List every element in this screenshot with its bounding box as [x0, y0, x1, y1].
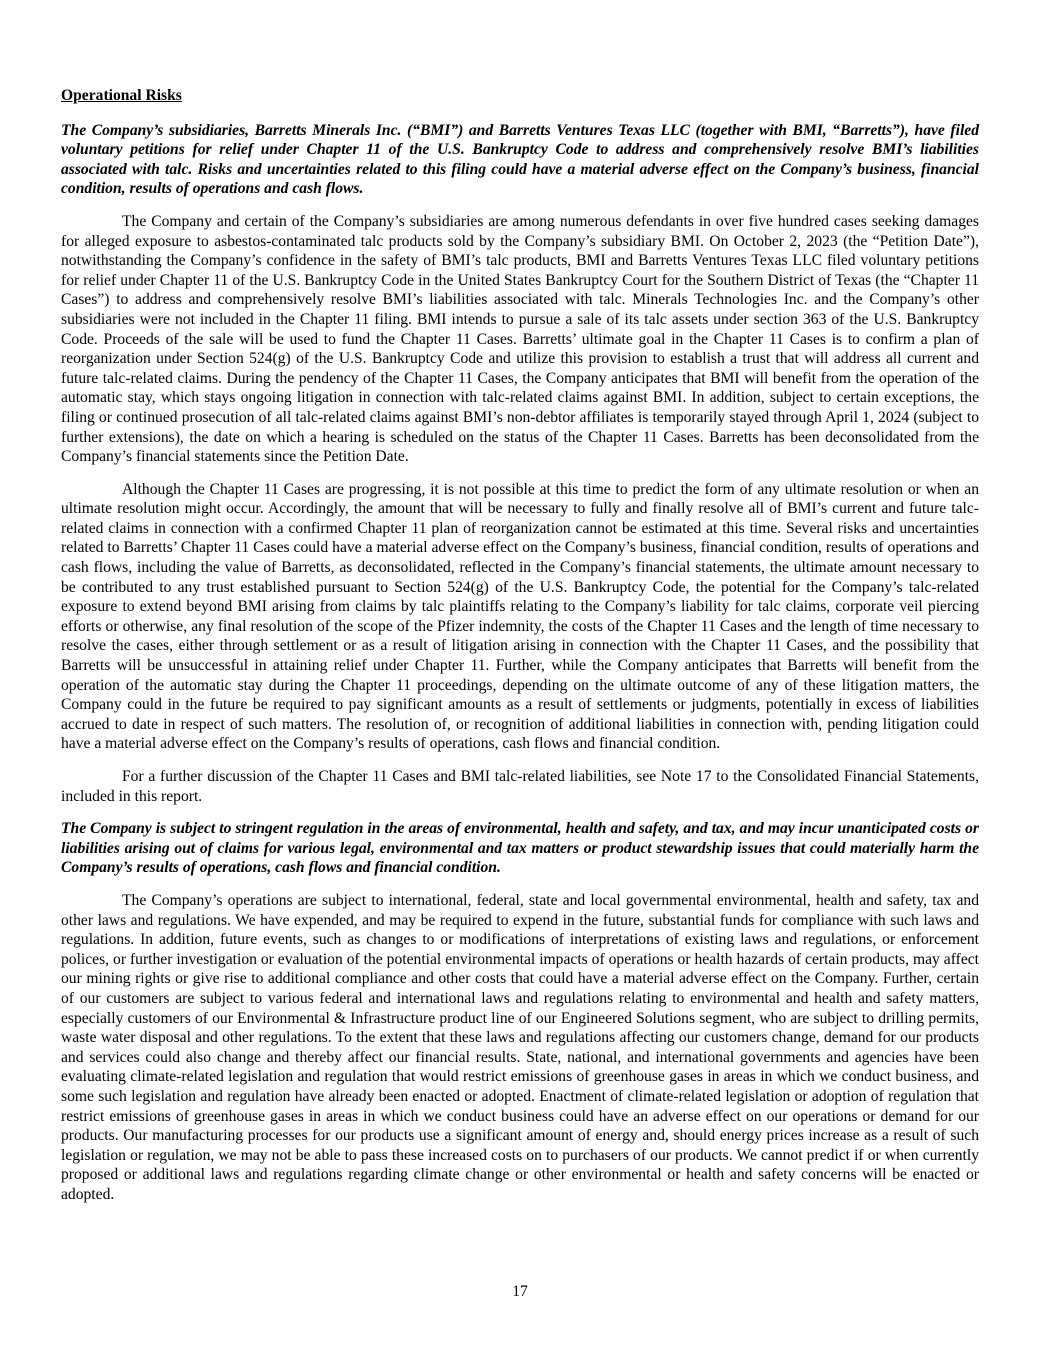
risk-heading-regulation: The Company is subject to stringent regulation in the areas of environmental, health and safety, and tax, and may incur unanticipated costs or liabilities arising out of claims for various legal, environmental and tax matters or product stewardship issues that could materially harm the Company’s results of operations, cash flows and financial condition. [61, 820, 979, 877]
document-page [61, 86, 979, 1217]
page-number: 17 [512, 1283, 528, 1300]
paragraph: For a further discussion of the Chapter 11 Cases and BMI talc-related liabilities, see Note 17 to the Consolidated Financial Statements, included in this report. [61, 768, 979, 805]
paragraph: The Company’s operations are subject to international, federal, state and local governmental environmental, health and safety, tax and other laws and regulations. We have expended, and may be required to expend in the future, substantial funds for compliance with such laws and regulations. In addition, future events, such as changes to or modifications of interpretations of existing laws and regulations, or enforcement polices, or further investigation or evaluation of the potential environmental impacts of operations or health hazards of certain products, may affect our mining rights or give rise to additional compliance and other costs that could have a material adverse effect on the Company. Further, certain of our customers are subject to various federal and international laws and regulations relating to environmental and health and safety matters, especially customers of our Environmental & Infrastructure product line of our Engineered Solutions segment, who are subject to drilling permits, waste water disposal and other regulations. To the extent that these laws and regulations affecting our customers change, demand for our products and services could also change and thereby affect our financial results. State, national, and international governments and agencies have been evaluating climate-related legislation and regulation that would restrict emissions of greenhouse gases in areas in which we conduct business, and some such legislation and regulation have already been enacted or adopted. Enactment of climate-related legislation or adoption of regulation that restrict emissions of greenhouse gases in areas in which we conduct business could have an adverse effect on our operations or demand for our products. Our manufacturing processes for our products use a significant amount of energy and, should energy prices increase as a result of such legislation or regulation, we may not be able to pass these increased costs on to purchasers of our products. We cannot predict if or when currently proposed or additional laws and regulations regarding climate change or other environmental or health and safety concerns will be enacted or adopted. [61, 891, 979, 1203]
risk-heading-chapter-11: The Company’s subsidiaries, Barretts Minerals Inc. (“BMI”) and Barretts Ventures Texas LLC (together with BMI, “Barretts”), have filed voluntary petitions for relief under Chapter 11 of the U.S. Bankruptcy Code to address and comprehensively resolve BMI’s liabilities associated with talc. Risks and uncertainties related to this filing could have a material adverse effect on the Company’s business, financial condition, results of operations and cash flows. [61, 121, 979, 198]
paragraph: The Company and certain of the Company’s subsidiaries are among numerous defendants in over five hundred cases seeking damages for alleged exposure to asbestos-contaminated talc products sold by the Company’s subsidiary BMI. On October 2, 2023 (the “Petition Date”), notwithstanding the Company’s confidence in the safety of BMI’s talc products, BMI and Barretts Ventures Texas LLC filed voluntary petitions for relief under Chapter 11 of the U.S. Bankruptcy Code in the United States Bankruptcy Court for the Southern District of Texas (the “Chapter 11 Cases”) to address and comprehensively resolve BMI’s liabilities associated with talc. Minerals Technologies Inc. and the Company’s other subsidiaries were not included in the Chapter 11 filing. BMI intends to pursue a sale of its talc assets under section 363 of the U.S. Bankruptcy Code. Proceeds of the sale will be used to fund the Chapter 11 Cases. Barretts’ ultimate goal in the Chapter 11 Cases is to confirm a plan of reorganization under Section 524(g) of the U.S. Bankruptcy Code and utilize this provision to establish a trust that will address all current and future talc-related claims. During the pendency of the Chapter 11 Cases, the Company anticipates that BMI will benefit from the operation of the automatic stay, which stays ongoing litigation in connection with talc-related claims against BMI. In addition, subject to certain exceptions, the filing or continued prosecution of all talc-related claims against BMI’s non-debtor affiliates is temporarily stayed through April 1, 2024 (subject to further extensions), the date on which a hearing is scheduled on the status of the Chapter 11 Cases. Barretts has been deconsolidated from the Company’s financial statements since the Petition Date. [61, 212, 979, 466]
section-title: Operational Risks [61, 87, 182, 104]
paragraph: Although the Chapter 11 Cases are progressing, it is not possible at this time to predict the form of any ultimate resolution or when an ultimate resolution might occur. Accordingly, the amount that will be necessary to fully and finally resolve all of BMI’s current and future talc-related claims in connection with a confirmed Chapter 11 plan of reorganization cannot be estimated at this time. Several risks and uncertainties related to Barretts’ Chapter 11 Cases could have a material adverse effect on the Company’s business, financial condition, results of operations and cash flows, including the value of Barretts, as deconsolidated, reflected in the Company’s financial statements, the ultimate amount necessary to be contributed to any trust established pursuant to Section 524(g) of the U.S. Bankruptcy Code, the potential for the Company’s talc-related exposure to extend beyond BMI arising from claims by talc plaintiffs relating to the Company’s liability for talc claims, corporate veil piercing efforts or otherwise, any final resolution of the scope of the Pfizer indemnity, the costs of the Chapter 11 Cases and the length of time necessary to resolve the cases, either through settlement or as a result of litigation arising in connection with the Chapter 11 Cases, and the possibility that Barretts will be unsuccessful in attaining relief under Chapter 11. Further, while the Company anticipates that Barretts will benefit from the operation of the automatic stay during the Chapter 11 proceedings, depending on the ultimate outcome of any of these litigation matters, the Company could in the future be required to pay significant amounts as a result of settlements or judgments, potentially in excess of liabilities accrued to date in respect of such matters. The resolution of, or recognition of additional liabilities in connection with, pending litigation could have a material adverse effect on the Company’s results of operations, cash flows and financial condition. [61, 480, 979, 753]
